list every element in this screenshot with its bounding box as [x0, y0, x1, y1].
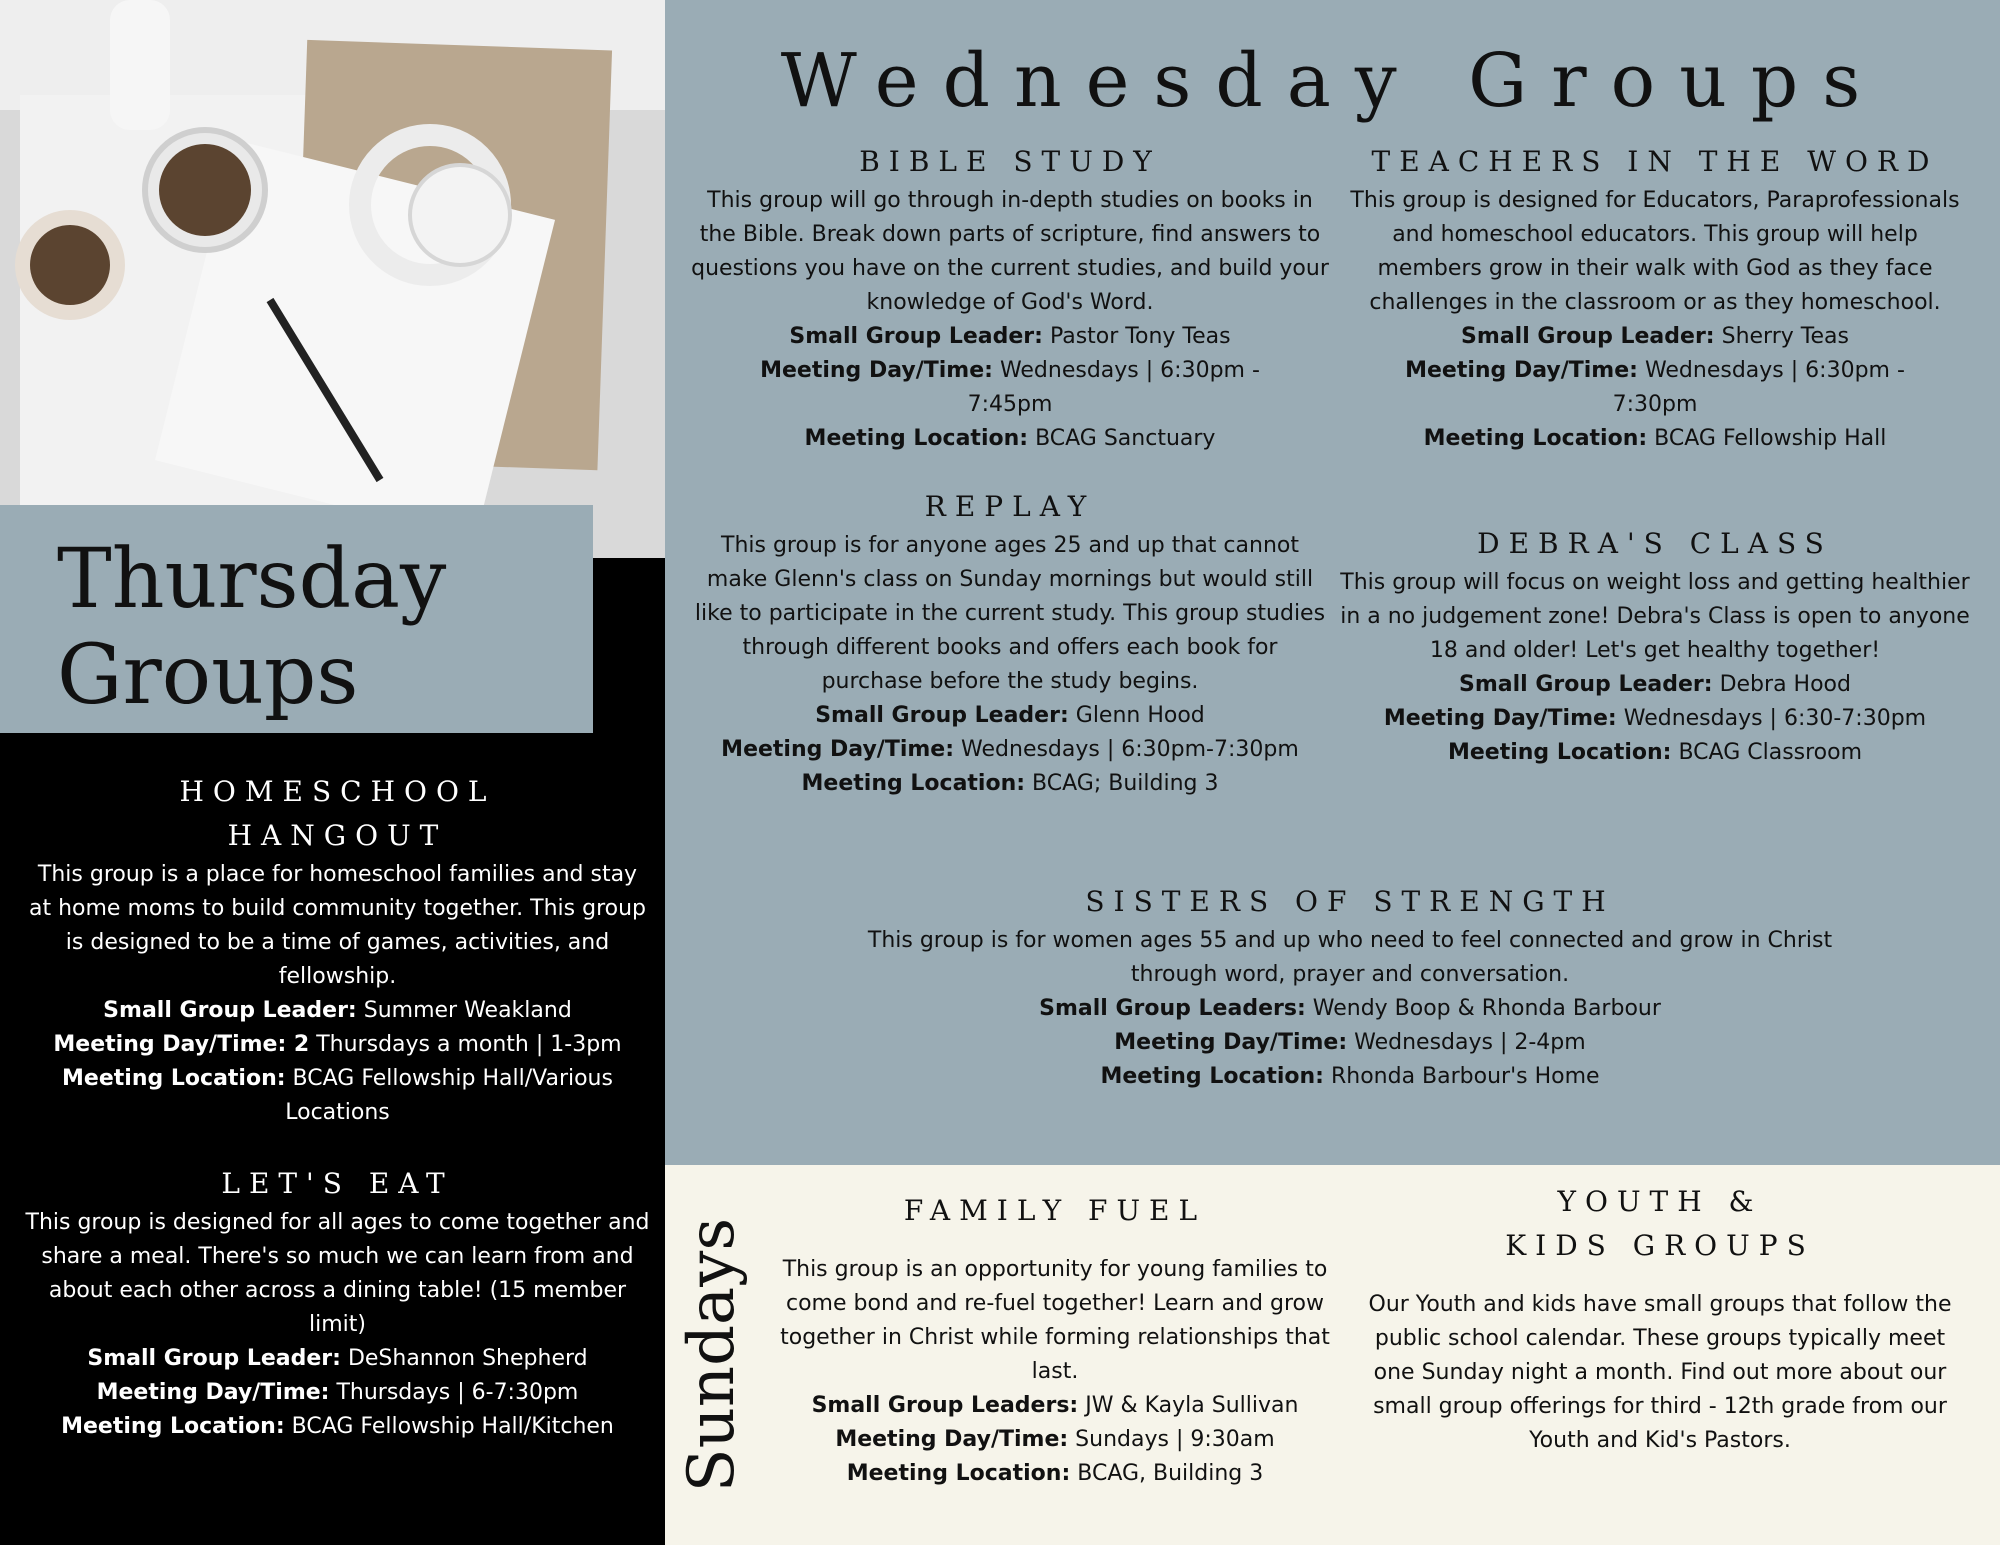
group-description: This group is for anyone ages 25 and up that cannot make Glenn's class on Sunday mornings but would still like to participate in the current study. This group studies through different books and offers each book for purchase before the study begins.	[694, 533, 1326, 694]
group-description: This group is designed for all ages to come together and share a meal. There's so much we can learn from and about each other across a dining table! (15 member limit)	[25, 1210, 650, 1337]
group-description: Our Youth and kids have small groups that follow the public school calendar. These groups typically meet one Sunday night a month. Find out more about our small group offerings for third - 12th grade from our Youth and Kid's Pastors.	[1368, 1292, 1952, 1453]
group-title: SISTERS OF STRENGTH	[1085, 885, 1615, 918]
header-photo	[0, 0, 665, 558]
group-location: Meeting Location: BCAG Fellowship Hall/Kitchen	[61, 1414, 614, 1439]
group-teachers-in-the-word	[1340, 140, 1970, 456]
group-sisters-of-strength	[850, 880, 1850, 1094]
group-time: Meeting Day/Time: Wednesdays | 6:30-7:30pm	[1383, 706, 1927, 731]
group-time: Meeting Day/Time: Wednesdays | 2-4pm	[1114, 1030, 1586, 1055]
group-leader: Small Group Leader: Debra Hood	[1459, 672, 1851, 697]
group-bible-study	[690, 140, 1330, 456]
group-youth-kids	[1355, 1180, 1965, 1458]
group-description: This group is a place for homeschool families and stay at home moms to build community together. This group is designed to be a time of games, activities, and fellowship.	[28, 862, 646, 989]
group-replay	[690, 485, 1330, 801]
group-title: HOMESCHOOL HANGOUT	[179, 775, 496, 852]
group-debras-class	[1340, 522, 1970, 770]
group-title: REPLAY	[924, 490, 1096, 523]
group-location: Meeting Location: BCAG Classroom	[1447, 740, 1863, 765]
group-leader: Small Group Leaders: Wendy Boop & Rhonda Barbour	[1039, 996, 1661, 1021]
group-title: BIBLE STUDY	[859, 145, 1161, 178]
group-time: Meeting Day/Time: 2 Thursdays a month | 1-3pm	[53, 1032, 622, 1057]
group-leader: Small Group Leaders: JW & Kayla Sullivan	[811, 1393, 1299, 1418]
group-time: Meeting Day/Time: Wednesdays | 6:30pm-7:30pm	[721, 737, 1299, 762]
sundays-title: Sundays	[675, 1217, 749, 1493]
group-title: TEACHERS IN THE WORD	[1371, 145, 1939, 178]
group-lets-eat	[25, 1162, 650, 1444]
wednesday-title: Wednesday Groups	[780, 38, 1885, 124]
group-location: Meeting Location: Rhonda Barbour's Home	[1100, 1064, 1600, 1089]
group-leader: Small Group Leader: Glenn Hood	[815, 703, 1205, 728]
group-family-fuel	[765, 1189, 1345, 1491]
group-time: Meeting Day/Time: Thursdays | 6-7:30pm	[96, 1380, 579, 1405]
group-location: Meeting Location: BCAG, Building 3	[846, 1461, 1264, 1486]
group-title: YOUTH & KIDS GROUPS	[1505, 1185, 1815, 1262]
desk-photo-illustration	[0, 0, 665, 558]
group-time: Meeting Day/Time: Wednesdays | 6:30pm - 7:45pm	[760, 358, 1260, 417]
group-description: This group will go through in-depth studies on books in the Bible. Break down parts of scripture, find answers to questions you have on the current studies, and build your knowledge of God's Word.	[691, 188, 1329, 315]
group-title: LET'S EAT	[221, 1167, 454, 1200]
group-leader: Small Group Leader: Sherry Teas	[1461, 324, 1849, 349]
group-description: This group is for women ages 55 and up who need to feel connected and grow in Christ through word, prayer and conversation.	[867, 928, 1833, 987]
group-leader: Small Group Leader: DeShannon Shepherd	[87, 1346, 588, 1371]
group-title: FAMILY FUEL	[903, 1194, 1207, 1227]
group-leader: Small Group Leader: Pastor Tony Teas	[789, 324, 1231, 349]
group-description: This group will focus on weight loss and getting healthier in a no judgement zone! Debra's Class is open to anyone 18 and older! Let's get healthy together!	[1340, 570, 1970, 663]
thursday-title: Thursday Groups	[57, 532, 447, 723]
group-time: Meeting Day/Time: Wednesdays | 6:30pm - 7:30pm	[1405, 358, 1905, 417]
group-location: Meeting Location: BCAG; Building 3	[801, 771, 1219, 796]
group-location: Meeting Location: BCAG Fellowship Hall/Various Locations	[62, 1066, 613, 1125]
group-time: Meeting Day/Time: Sundays | 9:30am	[835, 1427, 1275, 1452]
group-location: Meeting Location: BCAG Sanctuary	[804, 426, 1216, 451]
group-homeschool-hangout	[25, 770, 650, 1130]
group-description: This group is an opportunity for young families to come bond and re-fuel together! Learn and grow together in Christ while forming relationships that last.	[780, 1257, 1330, 1384]
group-title: DEBRA'S CLASS	[1477, 527, 1833, 560]
group-leader: Small Group Leader: Summer Weakland	[103, 998, 572, 1023]
group-description: This group is designed for Educators, Paraprofessionals and homeschool educators. This group will help members grow in their walk with God as they face challenges in the classroom or as they homeschool.	[1350, 188, 1960, 315]
group-location: Meeting Location: BCAG Fellowship Hall	[1423, 426, 1887, 451]
